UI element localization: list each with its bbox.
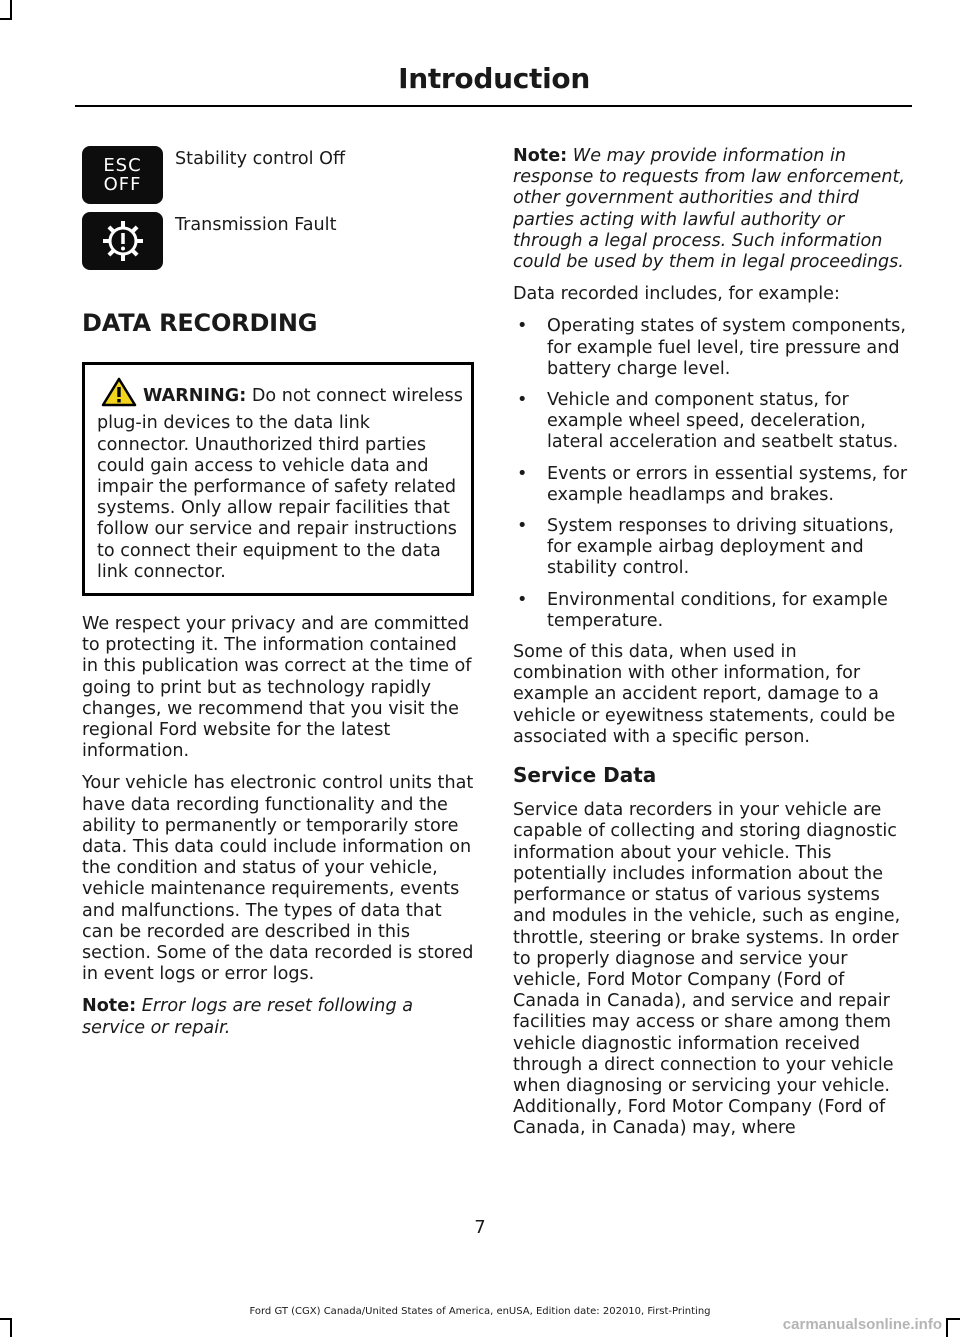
footer-text: Ford GT (CGX) Canada/United States of America, enUSA, Edition date: 202010, First-Printing	[249, 1306, 711, 1317]
list-intro: Data recorded includes, for example:	[513, 284, 840, 305]
crop-mark	[10, 0, 12, 18]
subsection-heading: Service Data	[513, 763, 657, 788]
crop-mark	[946, 1318, 948, 1337]
data-list	[513, 316, 911, 632]
note	[513, 146, 911, 273]
list-item: • Environmental conditions, for example temperature.	[513, 590, 911, 632]
note	[82, 996, 474, 1038]
note-text: Error logs are reset following a service or repair.	[82, 996, 413, 1038]
warning-text: Do not connect wireless plug-in devices to the data link connector. Unauthorized third parties could gain access to vehicle data and impair the performance of safety related systems. Only allow repair facilities that follow our service and repair instructions to connect their equipment to the data link connector.	[97, 386, 463, 582]
paragraph: We respect your privacy and are committed to protecting it. The information contained in this publication was correct at the time of going to print but as technology rapidly changes, we recommend that you visit the regional Ford website for the latest information.	[82, 614, 472, 762]
header-rule	[75, 105, 912, 107]
lamp-row-esc	[82, 146, 474, 212]
esc-icon-line2: OFF	[103, 174, 142, 195]
note-label: Note:	[513, 146, 568, 166]
note-text: We may provide information in response to requests from law enforcement, other government authorities and third parties acting with lawful authority or through a legal process. Such information could be used by them in legal proceedings.	[513, 146, 906, 273]
right-column	[513, 146, 911, 1151]
warning-triangle-icon	[101, 377, 137, 413]
page-title: Introduction	[398, 62, 590, 95]
warning-box	[82, 362, 474, 596]
crop-mark	[946, 1318, 960, 1320]
lamp-row-transmission	[82, 212, 474, 278]
crop-mark	[0, 1318, 12, 1320]
esc-icon-line1: ESC	[103, 155, 142, 176]
note-label: Note:	[82, 996, 137, 1017]
transmission-fault-icon	[82, 212, 163, 270]
section-heading: DATA RECORDING	[82, 309, 318, 337]
paragraph: Service data recorders in your vehicle are capable of collecting and storing diagnostic information about your vehicle. This potentially includes information about the performance or status of various systems and modules in the vehicle, such as engine, throttle, steering or brake systems. In order to properly diagnose and service your vehicle, Ford Motor Company (Ford of Canada in Canada), and service and repair facilities may access or share among them vehicle diagnostic information received through a direct connection to your vehicle when diagnosing or servicing your vehicle. Additionally, Ford Motor Company (Ford of Canada, in Canada) may, where	[513, 800, 901, 1139]
list-item: • Vehicle and component status, for example wheel speed, deceleration, lateral acceleration and seatbelt status.	[513, 390, 911, 454]
lamp-label: Stability control Off	[175, 149, 346, 169]
lamp-label: Transmission Fault	[175, 215, 337, 235]
crop-mark	[10, 1318, 12, 1337]
list-item: • Operating states of system components, for example fuel level, tire pressure and battery charge level.	[513, 316, 911, 380]
left-column	[82, 146, 474, 1050]
page-number: 7	[474, 1217, 486, 1238]
esc-off-icon	[82, 146, 163, 204]
paragraph: Some of this data, when used in combination with other information, for example an accident report, damage to a vehicle or eyewitness statements, could be associated with a specific person.	[513, 642, 896, 747]
list-item: • System responses to driving situations, for example airbag deployment and stability control.	[513, 516, 911, 580]
warning-label: WARNING:	[143, 386, 247, 407]
watermark: carmanualsonline.info	[782, 1316, 942, 1333]
crop-mark	[0, 18, 12, 20]
list-item: • Events or errors in essential systems, for example headlamps and brakes.	[513, 464, 911, 506]
paragraph: Your vehicle has electronic control units that have data recording functionality and the ability to permanently or temporarily store data. This data could include information on the condition and status of your vehicle, vehicle maintenance requirements, events and malfunctions. The types of data that can be recorded are described in this section. Some of the data recorded is stored in event logs or error logs.	[82, 773, 474, 985]
